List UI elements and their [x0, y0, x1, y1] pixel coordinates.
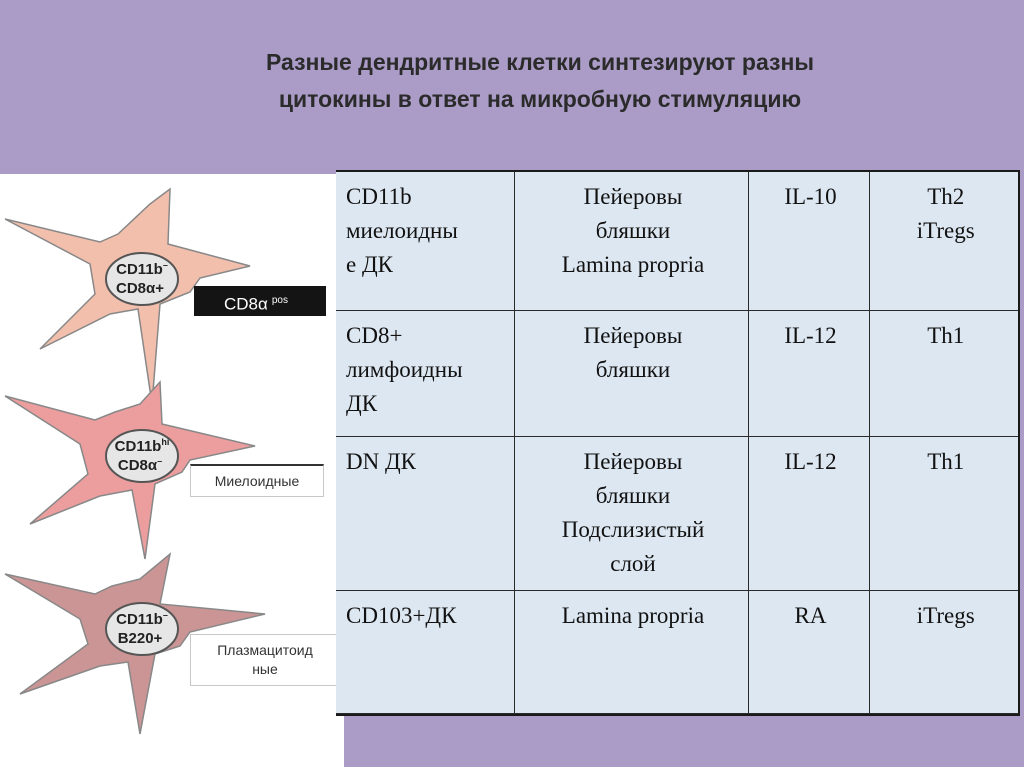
table-row	[336, 172, 1018, 310]
cell-location: Пейеровы бляшки Lamina propria	[514, 172, 748, 310]
title-line-1: Разные дендритные клетки синтезируют разны	[265, 49, 814, 75]
cell-response: Th1	[869, 436, 1018, 590]
cell-response: Th2 iTregs	[869, 172, 1018, 310]
cell-dc-type: CD11b миелоидны е ДК	[336, 172, 514, 310]
plasmacytoid-label-line-1: Плазмацитоид	[217, 642, 313, 658]
cell-dc-type: CD103+ДК	[336, 590, 514, 714]
cd8-tag-sup: pos	[271, 295, 288, 306]
cell-cytokine: IL-10	[748, 172, 869, 310]
cell-response: Th1	[869, 310, 1018, 436]
cd8-pos-tag	[194, 286, 326, 316]
cell-dc-type: DN ДК	[336, 436, 514, 590]
cell-2-marker-line-2: CD8α–	[117, 456, 163, 474]
cell-cytokine: RA	[748, 590, 869, 714]
cell-response: iTregs	[869, 590, 1018, 714]
cell-location: Lamina propria	[514, 590, 748, 714]
slide-title	[110, 44, 970, 118]
cell-cytokine: IL-12	[748, 436, 869, 590]
plasmacytoid-label-line-2: ные	[252, 661, 278, 677]
cell-1-marker-line-2: CD8α+	[116, 280, 164, 297]
cell-3-marker-line-2: B220+	[117, 630, 163, 647]
cell-cytokine: IL-12	[748, 310, 869, 436]
table	[336, 172, 1018, 714]
cell-2-marker-line-1: $CD11b^{hi}$	[114, 437, 170, 455]
dendritic-cells-panel	[0, 174, 344, 767]
table-row	[336, 590, 1018, 714]
cell-location: Пейеровы бляшки Подслизистый слой	[514, 436, 748, 590]
cell-location: Пейеровы бляшки	[514, 310, 748, 436]
plasmacytoid-label	[190, 634, 340, 686]
title-line-2: цитокины в ответ на микробную стимуляцию	[278, 86, 802, 112]
cell-dc-type: CD8+ лимфоидны ДК	[336, 310, 514, 436]
cell-1-marker-line-1: CD11b–	[116, 260, 168, 278]
myeloid-label: Миелоидные	[190, 464, 324, 497]
cd8-tag-text: CD8α	[224, 294, 268, 314]
table-row	[336, 436, 1018, 590]
cell-3-marker-line-1: CD11b–	[116, 610, 168, 628]
dc-cytokine-table	[336, 170, 1020, 716]
table-row	[336, 310, 1018, 436]
